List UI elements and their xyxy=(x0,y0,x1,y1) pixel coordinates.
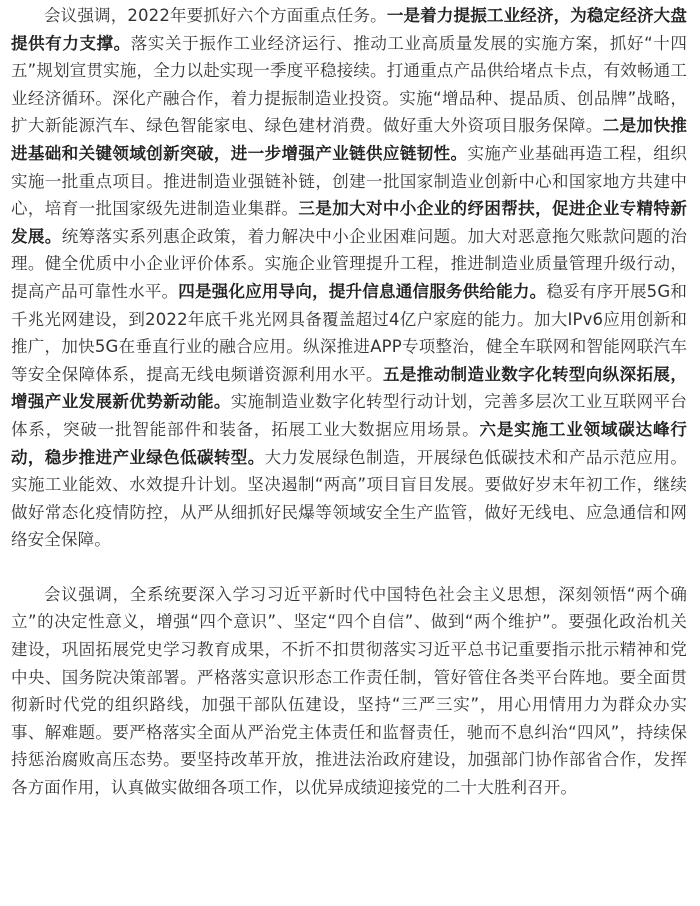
text-segment: 落实关于振作工业经济运行、推动工业高质量发展的实施方案，抓好“十四五”规划宣贯实施，全力以赴实现一季度平稳接续。打通重点产品供给堵点卡点，有效畅通工业经济循环。深化产融合作，着力提振制造业投资。实施“增品种、提品质、创品牌”战略，扩大新能源汽车、绿色智能家电、绿色建材消费。做好重大外资项目服务保障。 xyxy=(11,33,687,136)
text-segment: 统筹落实系列惠企政策，着力解决中小企业困难问题。加大对恶意拖欠账款问题的治理。健全优质中小企业评价体系。实施企业管理提升工程，推进制造业质量管理升级行动，提高产品可靠性水平。 xyxy=(11,226,687,301)
paragraph-key-tasks xyxy=(11,2,687,554)
task-3-heading: 三是加大对中小企业的纾困帮扶，促进企业专精特新发展。 xyxy=(11,199,687,246)
text-segment: 大力发展绿色制造，开展绿色低碳技术和产品示范应用。实施工业能效、水效提升计划。坚决遏制“两高”项目盲目发展。要做好岁末年初工作，继续做好常态化疫情防控，从严从细抓好民爆等领域安全生产监管，做好无线电、应急通信和网络安全保障。 xyxy=(11,447,688,550)
task-5-heading: 五是推动制造业数字化转型向纵深拓展，增强产业发展新优势新动能。 xyxy=(11,364,687,412)
task-6-heading: 六是实施工业领域碳达峰行动，稳步推进产业绿色低碳转型。 xyxy=(11,419,687,467)
text-segment: 会议强调，全系统要深入学习习近平新时代中国特色社会主义思想，深刻领悟“两个确立”的决定性意义，增强“四个意识”、坚定“四个自信”、做到“两个维护”。要强化政治机关建设，巩固拓展党史学习教育成果，不折不扣贯彻落实习近平总书记重要指示批示精神和党中央、国务院决策部署。严格落实意识形态工作责任制，管好管住各类平台阵地。要全面贯彻新时代党的组织路线，加强干部队伍建设，坚持“三严三实”，用心用情用力为群众办实事、解难题。要严格落实全面从严治党主体责任和监督责任，驰而不息纠治“四风”，持续保持惩治腐败高压态势。要坚持改革开放，推进法治政府建设，加强部门协作部省合作，发挥各方面作用，认真做实做细各项工作，以优异成绩迎接党的二十大胜利召开。 xyxy=(11,584,687,798)
task-1-heading: 一是着力提振工业经济，为稳定经济大盘提供有力支撑。 xyxy=(11,6,688,53)
task-4-heading: 四是强化应用导向，提升信息通信服务供给能力。 xyxy=(178,281,547,301)
task-2-heading: 二是加快推进基础和关键领域创新突破，进一步增强产业链供应链韧性。 xyxy=(11,116,688,163)
text-segment: 实施制造业数字化转型行动计划，完善多层次工业互联网平台体系，突破一批智能部件和装备，拓展工业大数据应用场景。 xyxy=(11,392,687,439)
text-segment: 会议强调，2022年要抓好六个方面重点任务。 xyxy=(44,6,387,25)
text-segment: 实施产业基础再造工程，组织实施一批重点项目。推进制造业强链补链，创建一批国家制造业创新中心和国家地方共建中心，培育一批国家级先进制造业集群。 xyxy=(11,143,687,219)
text-segment: 稳妥有序开展5G和千兆光网建设，到2022年底千兆光网具备覆盖超过4亿户家庭的能力。加大IPv6应用创新和推广，加快5G在垂直行业的融合应用。纵深推进APP专项整治，健全车联网和智能网联汽车等安全保障体系，提高无线电频谱资源利用水平。 xyxy=(11,281,687,384)
article-body xyxy=(11,2,687,802)
paragraph-party-building xyxy=(11,581,687,802)
